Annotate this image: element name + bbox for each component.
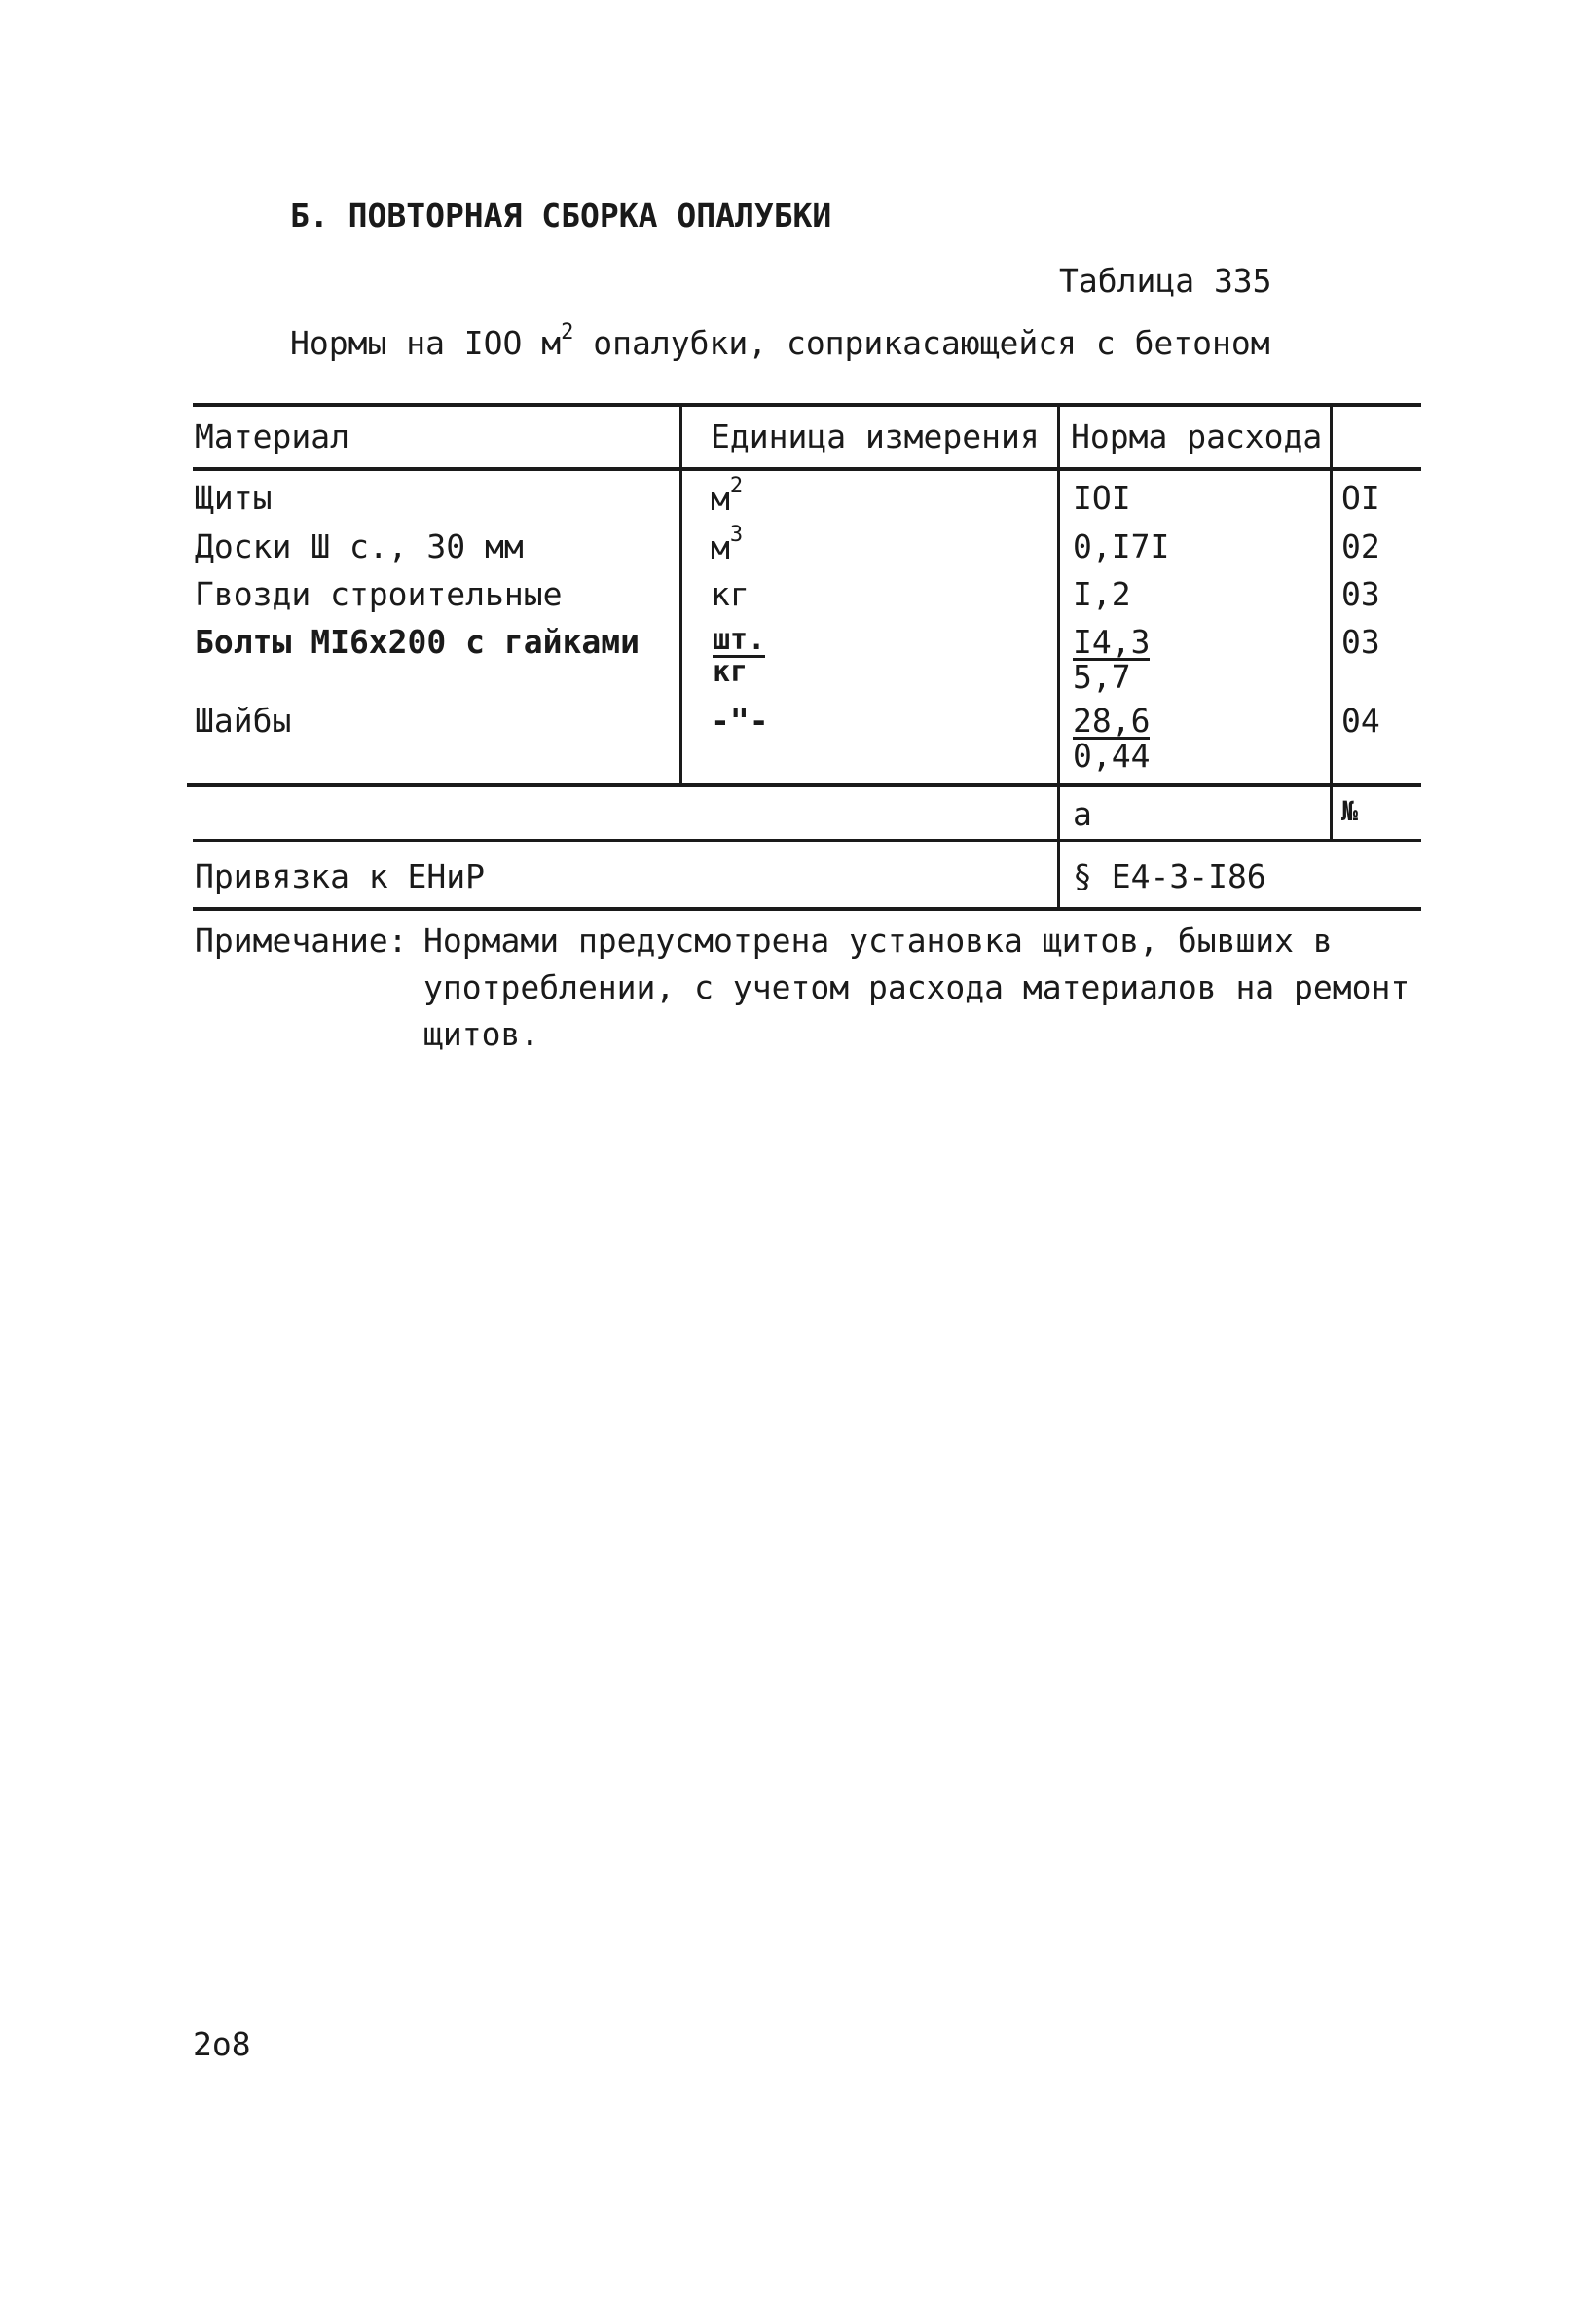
- header-norm: Норма расхода: [1071, 418, 1323, 455]
- table-header-rule: [193, 467, 1421, 471]
- table-divider-unit: [679, 403, 682, 785]
- row-3-material: Гвозди строительные: [195, 575, 563, 613]
- row-4-unit-fraction: [713, 623, 766, 689]
- note-line-1: Нормами предусмотрена установка щитов, бывших в: [423, 922, 1333, 960]
- row-3-code: 03: [1341, 575, 1380, 613]
- row-1-unit-sup: 2: [729, 474, 744, 498]
- reference-label: Привязка к ЕНиР: [195, 857, 486, 895]
- note-line-2: употреблении, с учетом расхода материалов на ремонт: [423, 968, 1410, 1006]
- row-4-norm-denominator: 5,7: [1073, 658, 1131, 696]
- row-1-unit: [711, 474, 744, 518]
- row-5-unit: -"-: [711, 702, 769, 740]
- row-1-material: Щиты: [195, 479, 273, 517]
- caption-superscript: 2: [561, 320, 574, 345]
- table-number: Таблица 335: [1059, 262, 1272, 300]
- caption-text-end: опалубки, соприкасающейся с бетоном: [573, 324, 1270, 362]
- row-2-norm: 0,I7I: [1073, 527, 1170, 565]
- row-5-material: Шайбы: [195, 702, 292, 740]
- table-body-bottom-rule: [187, 783, 1421, 787]
- table-top-rule: [193, 403, 1421, 407]
- row-4-unit-numerator: шт.: [713, 623, 766, 657]
- row-2-code: 02: [1341, 527, 1380, 565]
- row-5-norm-fraction: [1073, 702, 1151, 775]
- row-1-code: OI: [1341, 479, 1380, 517]
- row-1-norm: IOI: [1073, 479, 1131, 517]
- row-3-norm: I,2: [1073, 575, 1131, 613]
- reference-value: § Е4-3-I86: [1073, 857, 1266, 895]
- column-label-norm: а: [1073, 795, 1092, 833]
- row-2-unit-base: м: [711, 528, 730, 566]
- table-divider-norm: [1057, 403, 1060, 911]
- row-4-unit-denominator: кг: [713, 655, 749, 689]
- table-label-row-rule: [193, 839, 1421, 842]
- row-1-unit-base: м: [711, 480, 730, 518]
- row-5-norm-denominator: 0,44: [1073, 737, 1151, 775]
- row-5-norm-numerator: 28,6: [1073, 702, 1151, 740]
- row-4-norm-numerator: I4,3: [1073, 623, 1151, 661]
- table-divider-code: [1330, 403, 1333, 842]
- row-2-unit-sup: 3: [729, 523, 744, 547]
- row-4-norm-fraction: [1073, 623, 1151, 696]
- row-5-code: 04: [1341, 702, 1380, 740]
- table-bottom-rule: [193, 907, 1421, 911]
- table-caption: [290, 320, 1270, 362]
- row-3-unit: кг: [711, 575, 750, 613]
- row-4-code: 03: [1341, 623, 1380, 661]
- header-material: Материал: [195, 418, 349, 455]
- note-line-3: щитов.: [423, 1015, 540, 1053]
- page-number: 2о8: [193, 2025, 251, 2063]
- column-label-code: №: [1341, 795, 1358, 827]
- section-title: Б. ПОВТОРНАЯ СБОРКА ОПАЛУБКИ: [290, 197, 832, 235]
- caption-text-start: Нормы на IOO м: [290, 324, 562, 362]
- header-unit: Единица измерения: [711, 418, 1040, 455]
- note-label: Примечание:: [195, 922, 408, 960]
- row-2-material: Доски Ш с., 30 мм: [195, 527, 524, 565]
- row-2-unit: [711, 523, 744, 566]
- row-4-material: Болты МI6х200 с гайками: [195, 623, 640, 661]
